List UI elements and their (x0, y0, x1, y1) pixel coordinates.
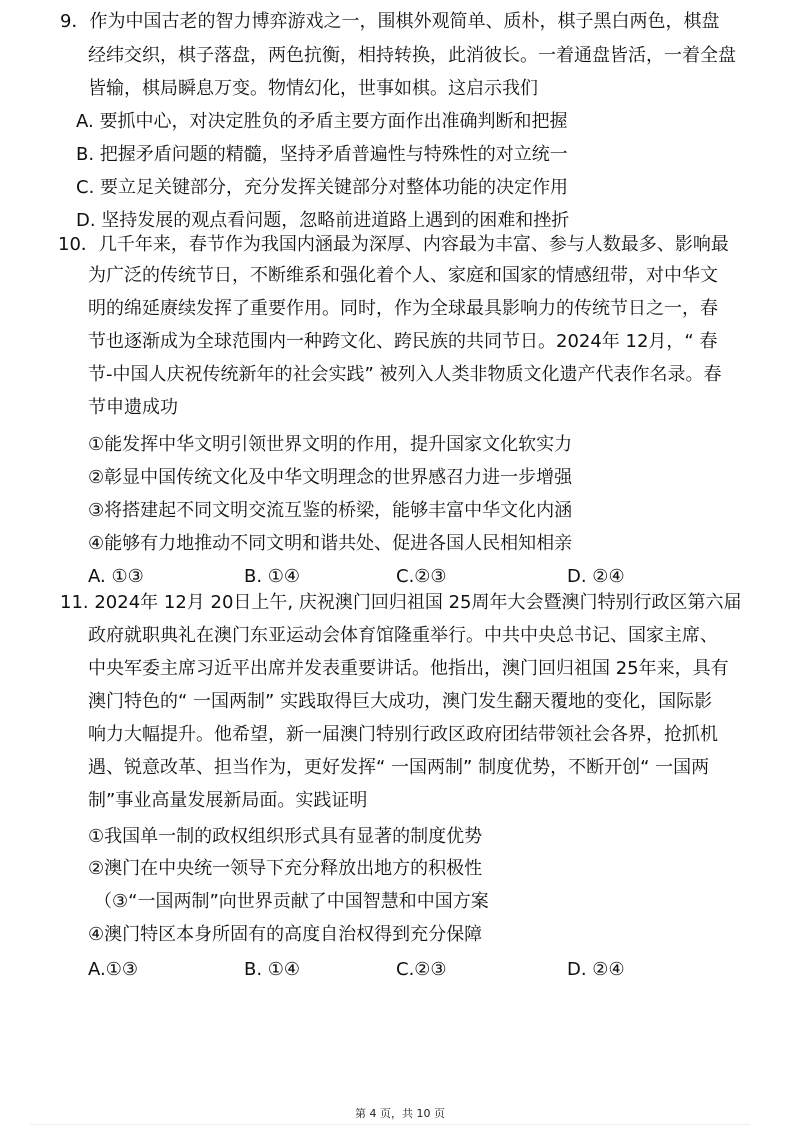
q11-stem-line-2: 政府就职典礼在澳门东亚运动会体育馆隆重举行。中共中央总书记、国家主席、 (88, 625, 718, 646)
q10-choice-d: D. ②④ (567, 566, 625, 587)
footer-divider (30, 1124, 750, 1125)
q9-option-b: B. 把握矛盾问题的精髓，坚持矛盾普遍性与特殊性的对立统一 (76, 144, 568, 165)
page-number: 第 4 页，共 10 页 (355, 1107, 445, 1120)
q11-statement-2: ②澳门在中央统一领导下充分释放出地方的积极性 (88, 858, 483, 879)
q10-stem-line-5: 节-中国人庆祝传统新年的社会实践” 被列入人类非物质文化遗产代表作名录。春 (88, 364, 722, 385)
q9-stem-line-2: 经纬交织，棋子落盘，两色抗衡，相持转换，此消彼长。一着通盘皆活，一着全盘 (88, 45, 736, 66)
q10-statement-2: ②彰显中国传统文化及中华文明理念的世界感召力进一步增强 (88, 467, 573, 488)
q11-choice-c: C.②③ (396, 959, 447, 980)
q9-stem-line-1: 9．作为中国古老的智力博弈游戏之一，围棋外观简单、质朴，棋子黑白两色，棋盘 (60, 11, 720, 32)
q10-choice-b: B. ①④ (244, 566, 301, 587)
q10-statement-1: ①能发挥中华文明引领世界文明的作用，提升国家文化软实力 (88, 434, 573, 455)
q11-stem-line-3: 中央军委主席习近平出席并发表重要讲话。他指出，澳门回归祖国 25年来，具有 (88, 658, 729, 679)
q9-option-a: A. 要抓中心，对决定胜负的矛盾主要方面作出准确判断和把握 (76, 111, 568, 132)
q11-choice-d: D. ②④ (567, 959, 625, 980)
q10-choice-a: A. ①③ (88, 566, 144, 587)
q11-statement-4: ④澳门特区本身所固有的高度自治权得到充分保障 (88, 924, 483, 945)
q11-choice-b: B. ①④ (244, 959, 301, 980)
q10-stem-line-3: 明的绵延赓续发挥了重要作用。同时，作为全球最具影响力的传统节日之一，春 (88, 298, 718, 319)
q9-stem-line-3: 皆输，棋局瞬息万变。物情幻化，世事如棋。这启示我们 (88, 78, 538, 99)
q11-stem-line-7: 制”事业高量发展新局面。实践证明 (88, 790, 368, 811)
q10-stem-line-1: 10．几千年来，春节作为我国内涵最为深厚、内容最为丰富、参与人数最多、影响最 (58, 234, 729, 255)
q11-stem-line-6: 遇、锐意改革、担当作为，更好发挥“ 一国两制” 制度优势，不断开创“ 一国两 (88, 757, 710, 778)
q11-stem-line-5: 响力大幅提升。他希望，新一届澳门特别行政区政府团结带领社会各界，抢抓机 (88, 724, 718, 745)
q10-statement-3: ③将搭建起不同文明交流互鉴的桥梁，能够丰富中华文化内涵 (88, 500, 573, 521)
q10-choice-c: C.②③ (396, 566, 447, 587)
q9-option-c: C. 要立足关键部分，充分发挥关键部分对整体功能的决定作用 (76, 177, 569, 198)
q11-statement-3: （③“一国两制”向世界贡献了中国智慧和中国方案 (94, 891, 489, 912)
q10-stem-line-6: 节申遗成功 (88, 397, 178, 418)
q10-stem-line-4: 节也逐渐成为全球范围内一种跨文化、跨民族的共同节日。2024年 12月，“ 春 (88, 331, 718, 352)
q11-choice-a: A.①③ (88, 959, 138, 980)
q11-statement-1: ①我国单一制的政权组织形式具有显著的制度优势 (88, 826, 483, 847)
q9-option-d: D. 坚持发展的观点看问题，忽略前进道路上遇到的困难和挫折 (76, 210, 570, 231)
q11-stem-line-4: 澳门特色的“ 一国两制” 实践取得巨大成功，澳门发生翻天覆地的变化，国际影 (88, 691, 713, 712)
q10-stem-line-2: 为广泛的传统节日，不断维系和强化着个人、家庭和国家的情感纽带，对中华文 (88, 265, 718, 286)
q11-stem-line-1: 11. 2024年 12月 20日上午, 庆祝澳门回归祖国 25周年大会暨澳门特别行政区第六届 (60, 592, 742, 613)
q10-statement-4: ④能够有力地推动不同文明和谐共处、促进各国人民相知相亲 (88, 533, 573, 554)
